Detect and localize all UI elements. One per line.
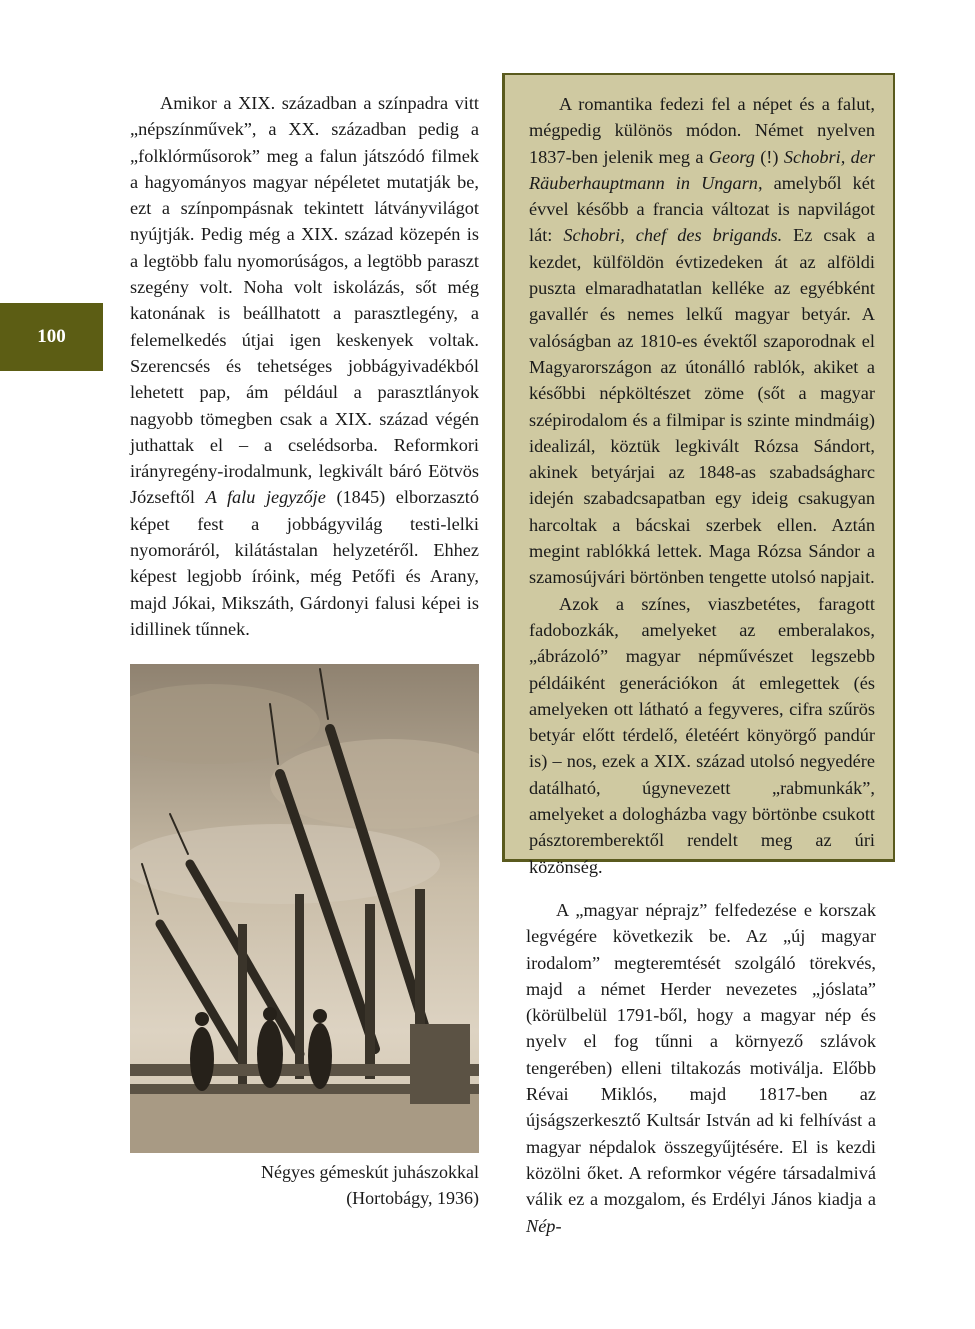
caption-line-2: (Hortobágy, 1936) [346,1188,479,1208]
book-title: A falu jegyzője [205,487,326,508]
photo-caption [130,1159,479,1211]
sidebar-paragraph-2: Azok a színes, viaszbetétes, faragott fadobozkák, amelyeket az emberalakos, „ábrázoló” magyar népművészet legszebb példáiként generációkon át emlegettek (és amelyeken ott látható a fegyveres, cifra szűrös betyár előtt térdelő, életéért könyörgő pandúr is) – nos, ezek a XIX. század utolsó negyedére datálható, úgynevezett „rabmunkák”, amelyeket a dologházba vagy börtönbe csukott pásztoremberektől rendelt meg az úri közönség. [529,593,875,877]
sidebar-paragraph-1: A romantika fedezi fel a népet és a falut, mégpedig különös módon. Német nyelven 1837-ben jelenik meg a Georg (!) Schobri, der Räuberhauptmann in Ungarn, amelyből két évvel később a francia változat is napvilágot lát: Schobri, chef des brigands. Ez csak a kezdet, külföldön évtizedeken át az alföldi puszta elmaradhatatlan kelléke az egyébként gavallér és nemes lelkű magyar betyár. A valóságban az 1810-es évektől szaporodnak el Magyarországon az útonálló rablók, akiket a későbbi népköltészet zöme (sőt a magyar szépirodalom és a filmipar is szinte mindmáig) idealizál, köztük legkivált Rózsa Sándort, akinek betyárjai az 1848-as szabadságharc idején szabadcsapatban egy ideig csakugyan harcoltak a bácskai szerbek ellen. Aztán megint rablókká lettek. Maga Rózsa Sándor a szamosújvári börtönben tengette utolsó napjait. [529,94,875,588]
page-number: 100 [37,326,66,347]
left-text-column [130,90,479,642]
right-text-column [526,897,876,1239]
page-number-tab [0,303,103,371]
photo-illustration [130,664,479,1153]
right-paragraph: A „magyar néprajz” felfedezése e korszak legvégére következik be. Az „új magyar irodalom” megteremtését szolgáló törekvés, majd a német Herder nevezetes „jóslata” (körülbelül 1791-ből, hogy a magyar nép és nyelv el fog tűnni a környező szlávok tengerében) elleni tiltakozás motiválja. Előbb Révai Miklós, majd 1817-ben az újságszerkesztő Kultsár István ad ki felhívást a magyar népdalok összegyűjtésére. El is kezdi közölni őket. A reformkor végére társadalmivá válik ez a mozgalom, és Erdélyi János kiadja a Nép- [526,900,876,1236]
left-paragraph: Amikor a XIX. században a színpadra vitt „népszínművek”, a XX. században pedig a „folklórműsorok” meg a falun játszódó filmek a hagyományos magyar népéletet mutatják be, ezt a színpompásnak tekintett látványvilágot nyújtják. Pedig még a XIX. század közepén is a legtöbb falu nyomorúságos, a legtöbb paraszt szegény volt. Noha volt iskolázás, sőt még katonának is beállhatott a parasztlegény, a felemelkedés útjai igen keskenyek voltak. Szerencsés és tehetséges jobbágyivadékból lehetett pap, ám például a parasztlányok nagyobb tömegben csak a XIX. század végén juthattak el – a cselédsorba. Reformkori irányregény-irodalmunk, legkivált báró Eötvös Józseftől A falu jegyzője (1845) elborzasztó képet fest a jobbágyvilág testi-lelki nyomoráról, kilátástalan helyzetéről. Ehhez képest legjobb íróink, még Petőfi és Arany, majd Jókai, Mikszáth, Gárdonyi falusi képei is idillinek tűnnek. [130,93,479,639]
sidebar-box [502,73,895,877]
well-sweep-photo [130,664,479,1153]
caption-line-1: Négyes gémeskút juhászokkal [261,1162,479,1182]
sidebar-text [505,75,893,880]
